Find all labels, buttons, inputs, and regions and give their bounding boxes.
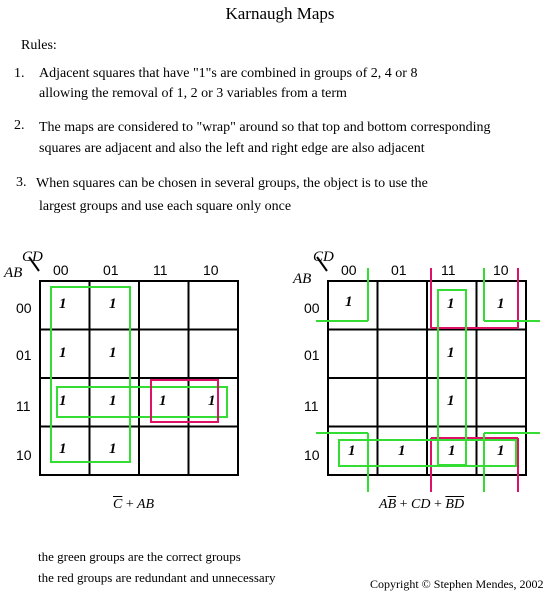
rule-3-number: 3.: [16, 175, 27, 190]
kmap-left-col-10: 10: [203, 262, 219, 278]
kmap-left-row-10: 10: [16, 447, 32, 463]
expr-cd: CD: [411, 497, 431, 512]
kmap-left-row-01: 01: [16, 347, 32, 363]
rule-2-line-1: The maps are considered to "wrap" around so that top and bottom corresponding: [39, 120, 491, 135]
kmap-right-col-01: 01: [391, 262, 407, 278]
kmap-left-cell: 1: [59, 393, 67, 409]
kmap-left-cell: 1: [109, 296, 117, 312]
expr-d-bar: $\overline{D}$: [453, 497, 465, 512]
kmap-right-cell: 1: [448, 443, 456, 459]
rules-heading: Rules:: [21, 38, 57, 53]
kmap-right-cell: 1: [345, 294, 353, 310]
kmap-left-cell: 1: [208, 393, 216, 409]
rule-3-line-1: When squares can be chosen in several groups, the object is to use the: [36, 176, 428, 191]
kmap-right-expression: [379, 497, 464, 513]
copyright-prefix: Copyright: [370, 577, 419, 591]
copyright-symbol: ©: [421, 577, 431, 591]
kmap-right-redundant-groups: [431, 268, 518, 492]
kmap-left-col-01: 01: [103, 262, 119, 278]
kmap-left-col-11: 11: [153, 262, 168, 278]
kmap-right-col-var: CD: [313, 249, 334, 265]
expr-b-bar-2: $\overline{B}$: [445, 497, 454, 512]
rule-2-line-2: squares are adjacent and also the left and right edge are also adjacent: [39, 141, 425, 156]
kmap-right-cell: 1: [447, 345, 455, 361]
copyright: [370, 577, 543, 592]
kmap-right-row-10: 10: [304, 447, 320, 463]
expr-plus-2: +: [433, 497, 442, 512]
kmap-left-cell: 1: [159, 393, 167, 409]
rule-1-line-2: allowing the removal of 1, 2 or 3 variables from a term: [39, 86, 347, 101]
kmap-left-cell: 1: [109, 345, 117, 361]
kmap-right-row-11: 11: [304, 398, 319, 414]
kmap-right-cell: 1: [348, 443, 356, 459]
rule-2-number: 2.: [14, 118, 25, 133]
expr-ab: AB: [137, 497, 155, 512]
kmap-left-row-11: 11: [16, 398, 31, 414]
kmap-left-cell: 1: [59, 441, 67, 457]
kmap-right-col-10: 10: [493, 262, 509, 278]
kmap-right-row-var: AB: [293, 271, 312, 287]
kmap-left-col-00: 00: [53, 262, 69, 278]
page-title: Karnaugh Maps: [225, 4, 335, 23]
expr-a: A: [379, 497, 388, 512]
kmap-right-cell: 1: [447, 393, 455, 409]
kmap-right-cell: 1: [398, 443, 406, 459]
rule-1-line-1: Adjacent squares that have "1"s are combined in groups of 2, 4 or 8: [39, 66, 418, 81]
kmap-left-cell: 1: [59, 345, 67, 361]
kmap-right-cell: 1: [497, 443, 505, 459]
copyright-name: Stephen Mendes, 2002: [433, 577, 544, 591]
rule-1-number: 1.: [14, 66, 25, 81]
kmap-right-col-11: 11: [441, 262, 456, 278]
kmap-left-row-var: AB: [4, 265, 23, 281]
kmap-left-cell: 1: [59, 296, 67, 312]
kmap-left-cell: 1: [109, 441, 117, 457]
expr-plus: +: [125, 497, 134, 512]
kmap-left-col-var: CD: [22, 249, 43, 265]
rule-3-line-2: largest groups and use each square only once: [39, 199, 292, 214]
kmap-right-cell: 1: [497, 296, 505, 312]
kmap-right-cell: 1: [447, 296, 455, 312]
expr-b-bar: $\overline{B}$: [387, 497, 397, 512]
kmap-right-row-00: 00: [304, 300, 320, 316]
expr-plus-1: +: [399, 497, 408, 512]
kmap-left-row-00: 00: [16, 300, 32, 316]
note-green: the green groups are the correct groups: [38, 549, 241, 564]
kmap-right-row-01: 01: [304, 347, 320, 363]
kmap-right-col-00: 00: [341, 262, 357, 278]
kmap-left-cell: 1: [109, 393, 117, 409]
note-red: the red groups are redundant and unnecessary: [38, 570, 276, 585]
expr-c-bar: $\overline{C}$: [113, 497, 123, 512]
